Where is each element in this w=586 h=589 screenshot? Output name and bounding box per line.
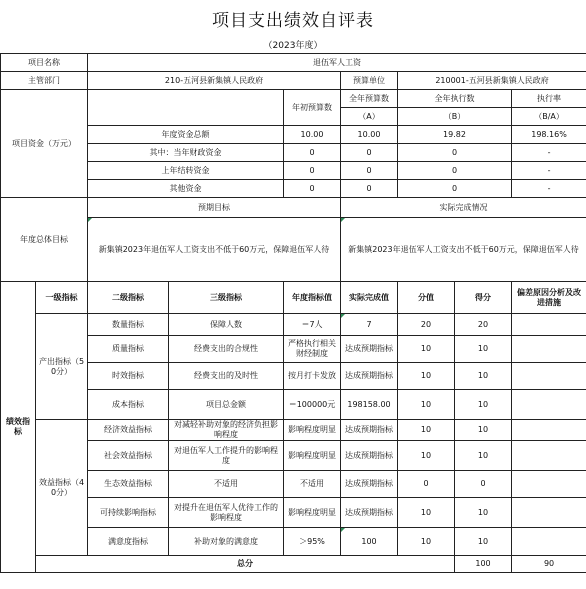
dept-row: [1, 72, 586, 90]
indicator-row: [1, 336, 586, 363]
funds-initial: 10.00: [284, 126, 341, 144]
score-header: 得分: [455, 282, 512, 314]
budget-unit-value: 210001-五河县新集镇人民政府: [398, 72, 586, 90]
deviation-cell: [512, 498, 586, 528]
funds-exec: 0: [398, 144, 512, 162]
effect-group-label: 效益指标（40分）: [36, 420, 88, 556]
indicator-row: [1, 363, 586, 390]
funds-exec: 0: [398, 180, 512, 198]
target-cell: 不适用: [284, 471, 341, 498]
level3-cell: 经费支出的合规性: [169, 336, 284, 363]
total-label: 总分: [36, 556, 455, 573]
annual-exec-header: 全年执行数: [398, 90, 512, 108]
expected-goal-text: 新集镇2023年退伍军人工资支出不低于60万元，保障退伍军人待: [88, 218, 341, 282]
goal-content-row: [1, 218, 586, 282]
actual-cell: 达成预期指标: [341, 498, 398, 528]
funds-row-label: 上年结转资金: [88, 162, 284, 180]
score-cell: 10: [455, 336, 512, 363]
weight-cell: 10: [398, 363, 455, 390]
level2-cell: 社会效益指标: [88, 441, 169, 471]
actual-cell: 达成预期指标: [341, 471, 398, 498]
level1-header: 一级指标: [36, 282, 88, 314]
indicator-row: [1, 441, 586, 471]
level3-header: 三级指标: [169, 282, 284, 314]
actual-cell: 达成预期指标: [341, 441, 398, 471]
funds-row-label: 年度资金总额: [88, 126, 284, 144]
funds-header-row-1: [1, 90, 586, 108]
level3-cell: 项目总金额: [169, 390, 284, 420]
target-cell: 影响程度明显: [284, 441, 341, 471]
indicator-row: [1, 498, 586, 528]
total-row: [1, 556, 586, 573]
deviation-cell: [512, 314, 586, 336]
weight-cell: 10: [398, 390, 455, 420]
indicator-row: [1, 420, 586, 441]
indicator-row: [1, 314, 586, 336]
funds-exec: 0: [398, 162, 512, 180]
funds-annual: 0: [341, 162, 398, 180]
weight-cell: 10: [398, 498, 455, 528]
target-cell: 影响程度明显: [284, 420, 341, 441]
level3-cell: 补助对象的满意度: [169, 528, 284, 556]
target-cell: 影响程度明显: [284, 498, 341, 528]
deviation-cell: [512, 390, 586, 420]
score-cell: 10: [455, 420, 512, 441]
target-cell: ＞95%: [284, 528, 341, 556]
level2-cell: 成本指标: [88, 390, 169, 420]
actual-cell: 达成预期指标: [341, 363, 398, 390]
funds-rate: -: [512, 180, 586, 198]
weight-cell: 10: [398, 441, 455, 471]
funds-initial: 0: [284, 144, 341, 162]
funds-row-label: 其他资金: [88, 180, 284, 198]
col-a-label: （A）: [341, 108, 398, 126]
deviation-cell: [512, 420, 586, 441]
funds-annual: 10.00: [341, 126, 398, 144]
level2-cell: 生态效益指标: [88, 471, 169, 498]
target-cell: 按月打卡发放: [284, 363, 341, 390]
level2-cell: 质量指标: [88, 336, 169, 363]
funds-row: [1, 162, 586, 180]
actual-cell: 100: [341, 528, 398, 556]
funds-initial: 0: [284, 180, 341, 198]
deviation-cell: [512, 336, 586, 363]
level2-cell: 经济效益指标: [88, 420, 169, 441]
indicator-row: [1, 390, 586, 420]
score-cell: 10: [455, 441, 512, 471]
level3-cell: 对退伍军人工作提升的影响程度: [169, 441, 284, 471]
score-cell: 10: [455, 498, 512, 528]
level2-cell: 时效指标: [88, 363, 169, 390]
deviation-cell: [512, 471, 586, 498]
funds-row-label: 其中：当年财政资金: [88, 144, 284, 162]
deviation-cell: [512, 528, 586, 556]
score-cell: 10: [455, 390, 512, 420]
indicator-row: [1, 528, 586, 556]
evaluation-table: [0, 53, 586, 573]
score-cell: 10: [455, 528, 512, 556]
funds-row: [1, 180, 586, 198]
weight-cell: 0: [398, 471, 455, 498]
weight-cell: 10: [398, 528, 455, 556]
dept-label: 主管部门: [1, 72, 88, 90]
target-cell: 严格执行相关财经制度: [284, 336, 341, 363]
funds-exec: 19.82: [398, 126, 512, 144]
weight-cell: 10: [398, 336, 455, 363]
level3-cell: 保障人数: [169, 314, 284, 336]
annual-goal-label: 年度总体目标: [1, 198, 88, 282]
funds-row: [1, 144, 586, 162]
project-name-label: 项目名称: [1, 54, 88, 72]
funds-annual: 0: [341, 144, 398, 162]
project-name-value: 退伍军人工资: [88, 54, 586, 72]
budget-unit-label: 预算单位: [341, 72, 398, 90]
actual-status-header: 实际完成情况: [341, 198, 586, 218]
funds-initial: 0: [284, 162, 341, 180]
actual-cell: 达成预期指标: [341, 336, 398, 363]
funds-annual: 0: [341, 180, 398, 198]
actual-cell: 7: [341, 314, 398, 336]
target-cell: ＝100000元: [284, 390, 341, 420]
expected-goal-header: 预期目标: [88, 198, 341, 218]
col-ba-label: （B/A）: [512, 108, 586, 126]
perf-indicator-label: 绩效指标: [1, 282, 36, 573]
output-group-label: 产出指标（50分）: [36, 314, 88, 420]
indicator-header-row: [1, 282, 586, 314]
actual-goal-text: 新集镇2023年退伍军人工资支出不低于60万元，保障退伍军人待: [341, 218, 586, 282]
deviation-cell: [512, 363, 586, 390]
level2-cell: 数量指标: [88, 314, 169, 336]
exec-rate-header: 执行率: [512, 90, 586, 108]
weight-cell: 20: [398, 314, 455, 336]
weight-cell: 10: [398, 420, 455, 441]
score-cell: 20: [455, 314, 512, 336]
initial-budget-header: 年初预算数: [284, 90, 341, 126]
col-b-label: （B）: [398, 108, 512, 126]
level3-cell: 对减轻补助对象的经济负担影响程度: [169, 420, 284, 441]
dept-value: 210-五河县新集镇人民政府: [88, 72, 341, 90]
weight-header: 分值: [398, 282, 455, 314]
actual-header: 实际完成值: [341, 282, 398, 314]
actual-cell: 198158.00: [341, 390, 398, 420]
funds-rate: -: [512, 144, 586, 162]
indicator-row: [1, 471, 586, 498]
project-name-row: [1, 54, 586, 72]
goal-header-row: [1, 198, 586, 218]
target-cell: ＝7人: [284, 314, 341, 336]
score-cell: 10: [455, 363, 512, 390]
funds-header-blank: [88, 90, 284, 126]
deviation-header: 偏差原因分析及改进措施: [512, 282, 586, 314]
actual-cell: 达成预期指标: [341, 420, 398, 441]
level3-cell: 不适用: [169, 471, 284, 498]
level2-header: 二级指标: [88, 282, 169, 314]
funds-row: [1, 126, 586, 144]
level3-cell: 经费支出的及时性: [169, 363, 284, 390]
total-weight: 100: [455, 556, 512, 573]
funds-rate: 198.16%: [512, 126, 586, 144]
annual-budget-header: 全年预算数: [341, 90, 398, 108]
score-cell: 0: [455, 471, 512, 498]
total-score: 90: [512, 556, 586, 573]
level3-cell: 对提升在退伍军人优待工作的影响程度: [169, 498, 284, 528]
funds-rate: -: [512, 162, 586, 180]
level2-cell: 可持续影响指标: [88, 498, 169, 528]
deviation-cell: [512, 441, 586, 471]
target-header: 年度指标值: [284, 282, 341, 314]
page-title: 项目支出绩效自评表: [212, 11, 374, 31]
funds-label: 项目资金（万元）: [1, 90, 88, 198]
year-subtitle: （2023年度）: [263, 41, 323, 51]
level2-cell: 满意度指标: [88, 528, 169, 556]
